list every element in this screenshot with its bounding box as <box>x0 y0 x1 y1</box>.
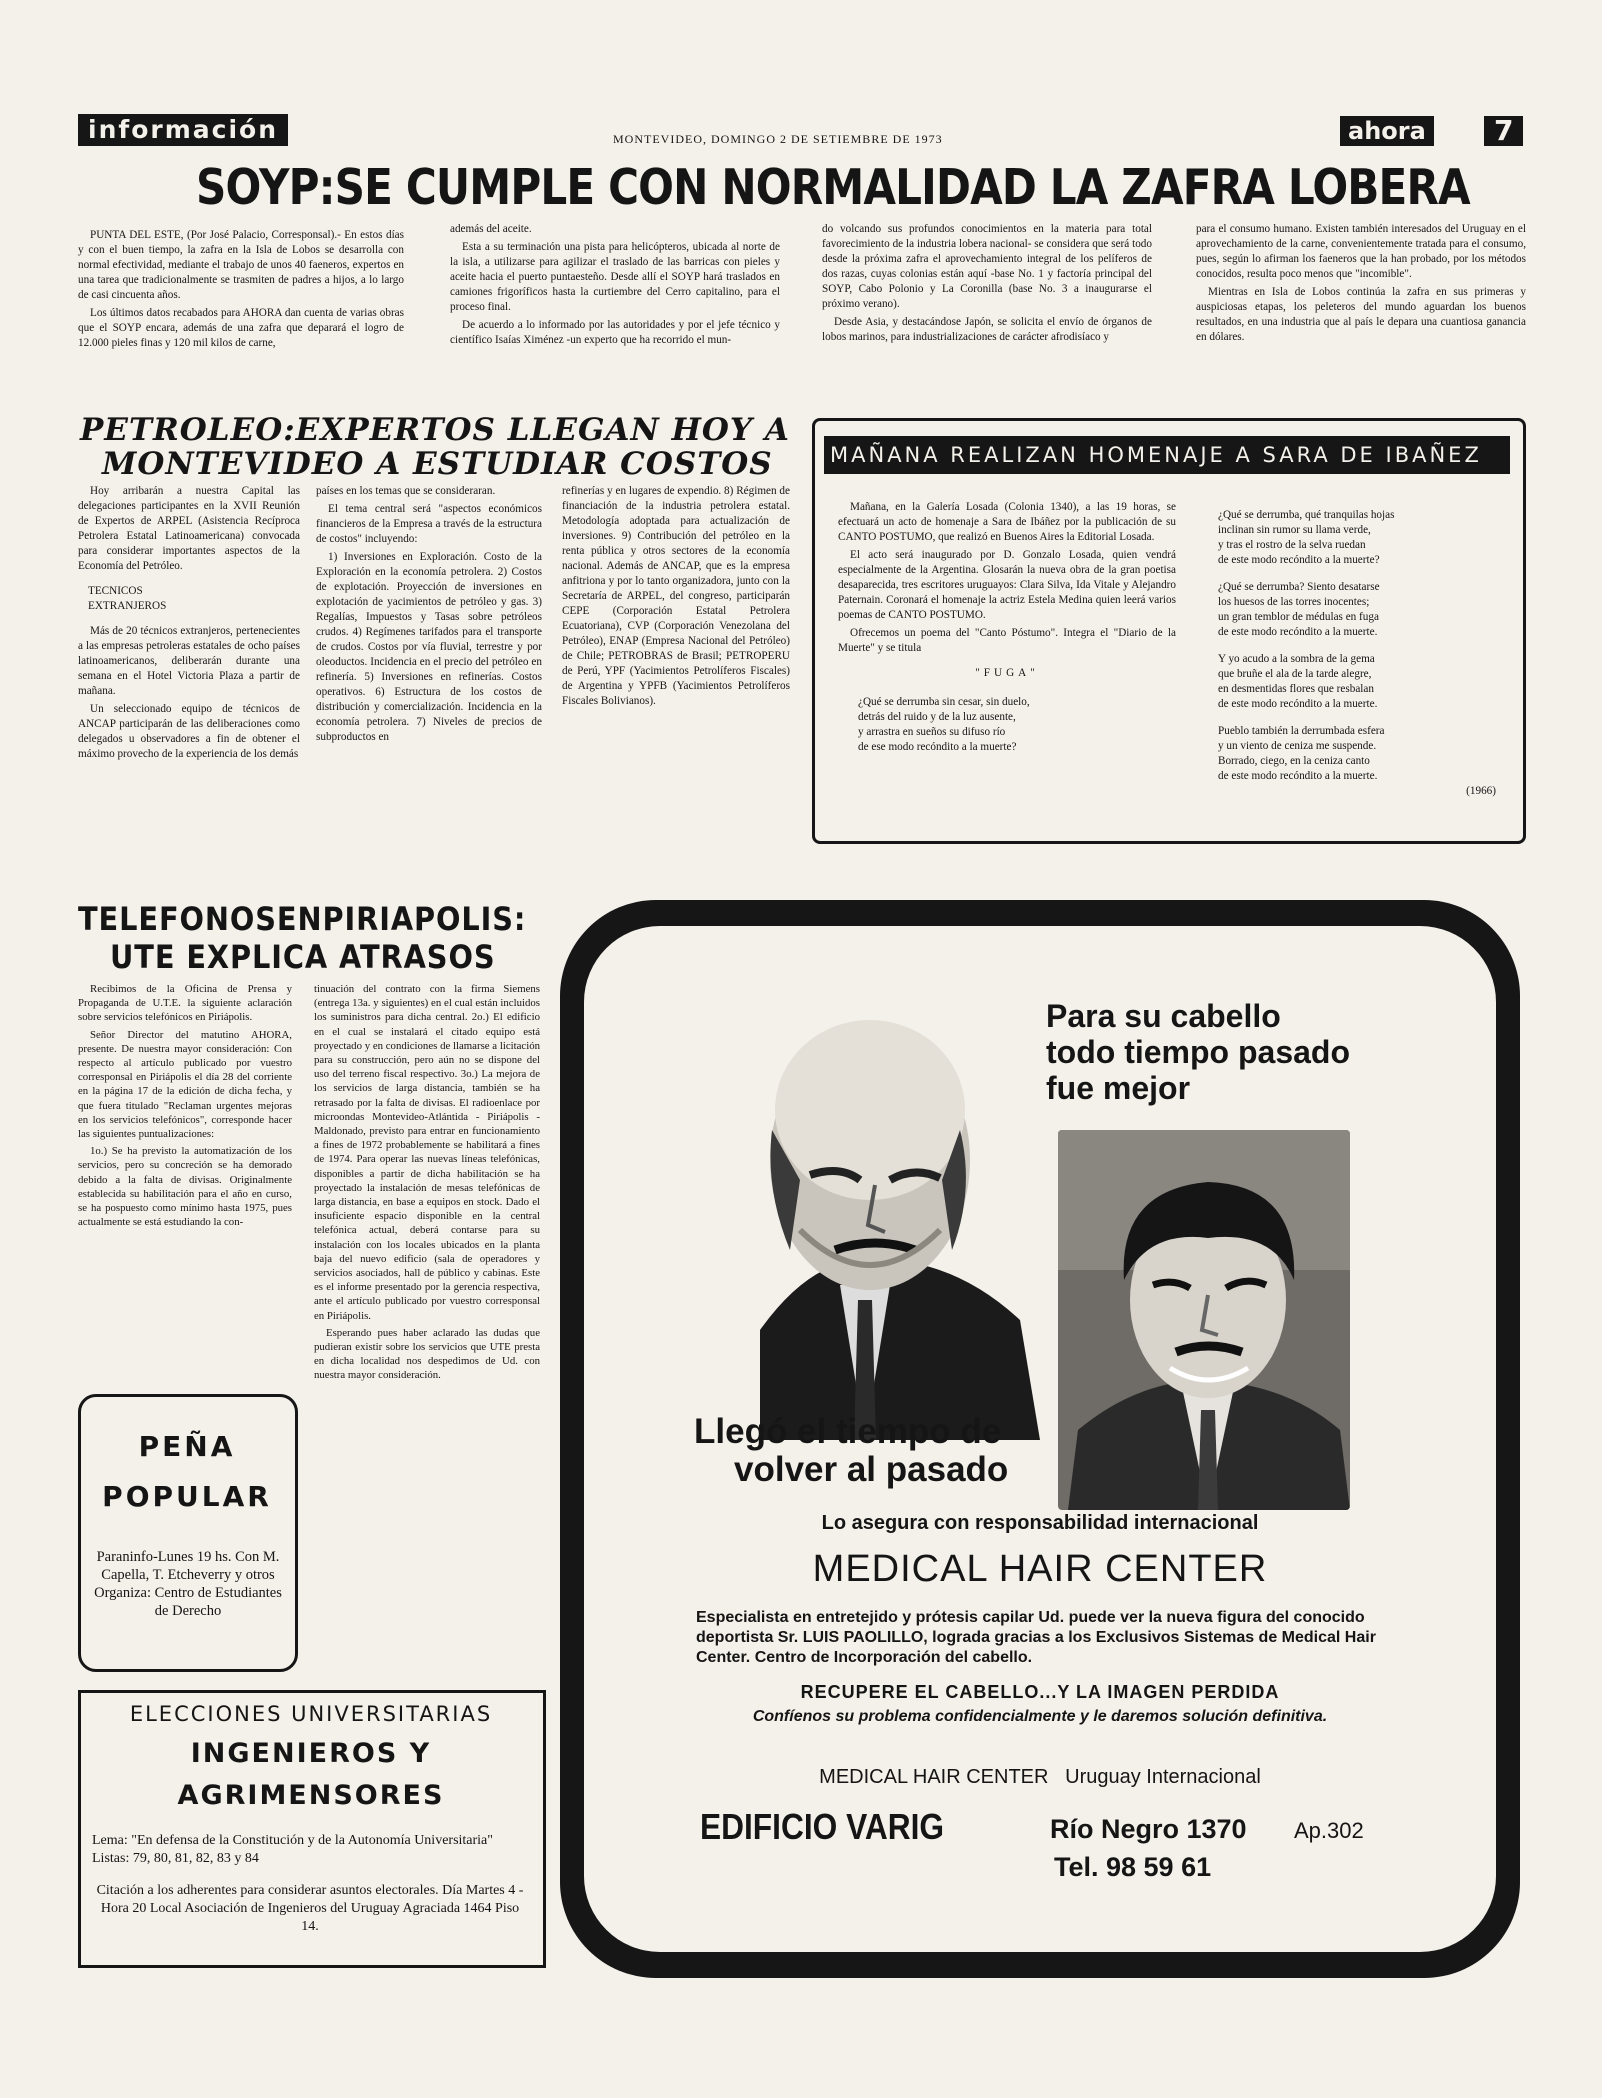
older-man-portrait-icon <box>690 1000 1040 1440</box>
petroleo-headline-line-1: PETROLEO:EXPERTOS LLEGAN HOY A <box>80 412 790 448</box>
ad-footer-brand: MEDICAL HAIR CENTER Uruguay Internacional <box>819 1766 1261 1788</box>
sara-article <box>838 500 1176 830</box>
telefonos-paragraph: Señor Director del matutino AHORA, presente. De nuestra mayor consideración: Con respecto al artículo publicado por vuestro corresponsal en Piriápolis el día 28 del corriente en la página 17 de la edición de dicha fecha, y que fuera titulado "Reclaman urgentes mejoras en los servicios telefónicos", corresponde hacer las siguientes puntualizaciones: <box>78 1028 292 1141</box>
poem-title: "FUGA" <box>975 667 1039 679</box>
ad-assurance: Lo asegura con responsabilidad internacional <box>821 1512 1259 1534</box>
telefonos-headline-line-1: TELEFONOSENPIRIAPOLIS: <box>78 900 527 938</box>
petroleo-paragraph: Un seleccionado equipo de técnicos de ANCAP participarán de las deliberaciones como delegados u observadores a fin de obtener el máximo provecho de la experiencia de los demás <box>78 703 300 760</box>
petroleo-paragraph: El tema central será "aspectos económicos financieros de la Empresa a través de la estructura de costos" incluyendo: <box>316 503 542 545</box>
ad-address: Río Negro 1370 <box>1050 1814 1247 1844</box>
page-number: 7 <box>1484 116 1523 146</box>
sara-paragraph: Mañana, en la Galería Losada (Colonia 1340), a las 19 horas, se efectuará un acto de homenaje a Sara de Ibáñez por la publicación de su CANTO POSTUMO, que realizó en Buenos Aires la Editorial Losada. <box>838 501 1176 543</box>
poem-stanza-5: Pueblo también la derrumbada esfera y un viento de ceniza me suspende. Borrado, ciego, en la ceniza canto de este modo recóndito a la muerte. <box>1218 725 1385 782</box>
section-tab: información <box>78 114 288 146</box>
telefonos-lead: Recibimos de la Oficina de Prensa y Propaganda de U.T.E. la siguiente aclaración sobre servicios telefónicos en Piriápolis. <box>78 983 292 1024</box>
ad-tagline-line-2: todo tiempo pasado <box>1046 1034 1350 1070</box>
zafra-headline: SOYP:SE CUMPLE CON NORMALIDAD LA ZAFRA LOBERA <box>196 159 1470 216</box>
sara-headline: MAÑANA REALIZAN HOMENAJE A SARA DE IBAÑEZ <box>830 443 1482 467</box>
poem-stanza-4: Y yo acudo a la sombra de la gema que bruñe el ala de la tarde alegre, en desmentidas flores que resbalan de este modo recóndito a la muerte. <box>1218 653 1378 710</box>
zafra-paragraph: además del aceite. <box>450 223 532 235</box>
petroleo-column-2 <box>316 484 542 894</box>
elecciones-kicker: ELECCIONES UNIVERSITARIAS <box>129 1702 493 1726</box>
younger-man-portrait-icon <box>1058 1130 1350 1510</box>
telefonos-headline-line-2: UTE EXPLICA ATRASOS <box>110 938 496 976</box>
zafra-paragraph: Mientras en Isla de Lobos continúa la zafra en sus primeras y auspiciosas etapas, los peleteros del mundo aguardan los buenos resultados, en una industria que al país le depara una cuantiosa ganancia en dólares. <box>1196 286 1526 343</box>
zafra-lead: PUNTA DEL ESTE, (Por José Palacio, Corresponsal).- En estos días y con el buen tiempo, la zafra en la Isla de Lobos se desarrolla con normal efectividad, mediante el trabajo de unos 40 faeneros, expertos en una tarea que tradicionalmente se trasmiten de padres a hijos, a lo largo de casi cincuenta años. <box>78 229 404 301</box>
zafra-column-4 <box>1196 222 1526 408</box>
telefonos-column-2 <box>314 982 540 1672</box>
petroleo-topics: 1) Inversiones en Exploración. Costo de la Exploración en la economía petrolera. 2) Costos de explotación. Proyección de inversiones en explotación de yacimientos de petróleo y gas. 3) Regalías, Impuestos y Tasas sobre petróleos crudos. 4) Regímenes tarifados para el transporte de crudos. Costos por vía fluvial, terrestre y por oleoductos. Incidencia en el precio del petróleo en refinería. 5) Inversiones en refinerías. Costos operativos. 6) Estructura de los costos de distribución y comercialización. Incidencia en la economía petrolera. 7) Niveles de precios de subproductos en <box>316 551 542 743</box>
ad-telephone: Tel. 98 59 61 <box>1054 1852 1212 1882</box>
zafra-paragraph: para el consumo humano. Existen también interesados del Uruguay en el aprovechamiento de la carne, convenientemente tratada para el consumo, pues, según lo afirman los faeneros que la han probado, por los métodos conocidos, resulta poco menos que "incomible". <box>1196 223 1526 280</box>
masthead <box>78 112 1520 150</box>
zafra-paragraph: Desde Asia, y destacándose Japón, se solicita el envío de órganos de lobos marinos, para industrializaciones de carácter afrodisíaco y <box>822 316 1152 343</box>
elecciones-lema: Lema: "En defensa de la Constitución y de la Autonomía Universitaria" Listas: 79, 80, 81, 82, 83 y 84 <box>92 1833 493 1866</box>
pena-title-line-1: PEÑA <box>138 1430 236 1463</box>
zafra-column-1 <box>78 228 404 408</box>
petroleo-column-1 <box>78 484 300 894</box>
ad-tagline-line-3: fue mejor <box>1046 1070 1191 1106</box>
telefonos-paragraph: Esperando pues haber aclarado las dudas que pudieran existir sobre los servicios que UTE presta en dicha localidad nos despedimos de Ud. con nuestra mayor consideración. <box>314 1326 540 1382</box>
ad-slogan-line-2: volver al pasado <box>734 1450 1009 1489</box>
ad-description: Especialista en entretejido y prótesis capilar Ud. puede ver la nueva figura del conocido deportista Sr. LUIS PAOLILLO, lograda gracias a los Exclusivos Sistemas de Medical Hair Center. Centro de Incorporación del cabello. <box>696 1609 1376 1666</box>
ad-brand-name: MEDICAL HAIR CENTER <box>812 1548 1268 1590</box>
poem-stanza-3: ¿Qué se derrumba? Siento desatarse los huesos de las torres inocentes; un gran temblor de médulas en fuga de este modo recóndito a la muerte. <box>1218 581 1380 638</box>
pena-title-line-2: POPULAR <box>102 1480 272 1513</box>
ad-slogan-line-1: Llegó el tiempo de <box>694 1412 1002 1451</box>
sara-paragraph: El acto será inaugurado por D. Gonzalo Losada, quien vendrá especialmente de la Argentina. Glosarán la nueva obra de la gran poetisa desaparecida, tres escritores uruguayos: Clara Silva, Ida Vitale y Alejandro Paternain. Coronará el homenaje la actriz Estela Medina quien leerá varios poemas de CANTO POSTUMO. <box>838 549 1176 621</box>
ad-tagline-line-1: Para su cabello <box>1046 998 1281 1034</box>
sara-paragraph: Ofrecemos un poema del "Canto Póstumo". Integra el "Diario de la Muerte" y se titula <box>838 627 1176 654</box>
zafra-column-3 <box>822 222 1152 408</box>
petroleo-paragraph: países en los temas que se consideraran. <box>316 485 496 497</box>
ad-photo-before <box>690 1000 1040 1440</box>
petroleo-subhead: TECNICOS EXTRANJEROS <box>88 585 167 612</box>
zafra-paragraph: De acuerdo a lo informado por las autoridades y por el jefe técnico y científico Isaías Ximénez -un experto que ha recorrido el mun- <box>450 319 780 346</box>
elecciones-title-line-2: AGRIMENSORES <box>177 1780 445 1811</box>
pena-details: Paraninfo-Lunes 19 hs. Con M. Capella, T. Etcheverry y otros Organiza: Centro de Estudiantes de Derecho <box>94 1549 282 1619</box>
zafra-column-2 <box>450 222 780 408</box>
petroleo-lead: Hoy arribarán a nuestra Capital las delegaciones participantes en la XVII Reunión de Expertos de ARPEL (Asistencia Recíproca Petrolera Estatal Latinoamericana) convocada para considerar importantes aspectos de la Economía del Petróleo. <box>78 485 300 572</box>
zafra-paragraph: Los últimos datos recabados para AHORA dan cuenta de varias obras que el SOYP encara, además de una zafra que deparará el logro de 12.000 pieles finas y 120 mil kilos de carne, <box>78 307 404 349</box>
elecciones-title-line-1: INGENIEROS Y <box>190 1738 432 1769</box>
zafra-paragraph: do volcando sus profundos conocimientos en la materia para total favorecimiento de la industria lobera nacional- se considera que será todo desde la próxima zafra el aprovechamiento integral de los pelíferos de dos razas, cuyas colonias están aquí -base No. 1 y factoría principal del SOYP, Cabo Polonio y La Coronilla (base No. 3 a inaugurarse el próximo verano). <box>822 223 1152 310</box>
poem-stanza-2: ¿Qué se derrumba, qué tranquilas hojas inclinan sin rumor su llama verde, y tras el rostro de la selva ruedan de este modo recóndito a la muerte? <box>1218 509 1395 566</box>
telefonos-column-1 <box>78 982 292 1382</box>
ad-confienos: Confíenos su problema confidencialmente y le daremos solución definitiva. <box>752 1708 1328 1725</box>
zafra-paragraph: Esta a su terminación una pista para helicópteros, ubicada al norte de la isla, a utilizarse para agilizar el traslado de las barricas con pieles y aceite hacia el puerto puntaesteño. Desde allí el SOYP hará traslados en camiones frigoríficos hasta la curtiembre del Cerro capitalino, para el proceso final. <box>450 241 780 313</box>
poem-year: (1966) <box>1466 785 1496 797</box>
ad-apartment: Ap.302 <box>1294 1818 1364 1843</box>
poem-stanza-1: ¿Qué se derrumba sin cesar, sin duelo, detrás del ruido y de la luz ausente, y arrastra en sueños su difuso río de ese modo recóndito a la muerte? <box>858 696 1030 753</box>
ad-recupere: RECUPERE EL CABELLO...Y LA IMAGEN PERDIDA <box>800 1682 1280 1702</box>
dateline: MONTEVIDEO, DOMINGO 2 DE SETIEMBRE DE 1973 <box>613 132 943 146</box>
elecciones-citacion: Citación a los adherentes para considerar asuntos electorales. Día Martes 4 - Hora 20 Local Asociación de Ingenieros del Uruguay Agraciada 1464 Piso 14. <box>96 1883 524 1934</box>
petroleo-paragraph: refinerías y en lugares de expendio. 8) Régimen de financiación de la industria petrolera estatal. Metodología adoptada para actualización de inversiones. 9) Contribución del petróleo en la renta pública y otros sectores de la economía nacional. Además de ANCAP, que es la empresa anfitriona y por lo tanto organizadora, junto con la Secretaría de ARPEL, del congreso, participarán CEPE (Corporación Estatal Petrolera Ecuatoriana), CVP (Corporación Venezolana del Petróleo), ENAP (Empresa Nacional del Petróleo) de Chile; PETROBRAS de Brasil; PETROPERU de Perú, YPF (Yacimientos Petrolíferos Fiscales) de Argentina y YPFB (Yacimientos Petrolíferos Fiscales Bolivianos). <box>562 485 790 707</box>
petroleo-paragraph: Más de 20 técnicos extranjeros, pertenecientes a las empresas petroleras estatales de ocho países latinoamericanos, deliberarán durante una semana en el Hotel Victoria Plaza a partir de mañana. <box>78 625 300 697</box>
telefonos-paragraph: tinuación del contrato con la firma Siemens (entrega 13a. y siguientes) en el cual están incluidos los suministros para dicha central. 2o.) El edificio en el cual se instalará el citado equipo está proyectado y en condiciones de llamarse a licitación para su construcción, pero aún no se dispone del uso del terreno fiscal respectivo. 3o.) La mejora de los servicios de larga distancia, también se ha retrasado por la falta de divisas. El radioenlace por microondas Montevideo-Atlántida - Piriápolis - Maldonado, previsto para entrar en funcionamiento a fines de 1972 probablemente se habilitará a fines de 1974. Para operar las nuevas líneas telefónicas, disponibles a partir de dicha habilitación se ha proyectado la instalación de mesas telefónicas de larga distancia, en base a equipos en stock. Dado el insuficiente espacio disponible en la central telefónica actual, deberá contarse para su instalación con los locales ubicados en la planta baja del nuevo edificio (sala de operadores y servicios asociados, hall de público y cabinas. Este es el informe presentado por la gerencia respectiva, ante el artículo publicado por vuestro corresponsal en Piriápolis. <box>314 983 540 1322</box>
paper-name: ahora <box>1340 116 1434 146</box>
petroleo-column-3 <box>562 484 790 894</box>
ad-edificio: EDIFICIO VARIG <box>700 1806 945 1847</box>
ad-photo-after <box>1058 1130 1350 1510</box>
telefonos-paragraph: 1o.) Se ha previsto la automatización de los servicios, pero su concreción se ha demorado debido a la falta de divisas. Originalmente establecida su habilitación para el año en curso, se ha pospuesto como mínimo hasta 1975, pues actualmente se está estudiando la con- <box>78 1145 292 1229</box>
poem-continued <box>1218 508 1508 799</box>
petroleo-headline-line-2: MONTEVIDEO A ESTUDIAR COSTOS <box>102 446 773 482</box>
